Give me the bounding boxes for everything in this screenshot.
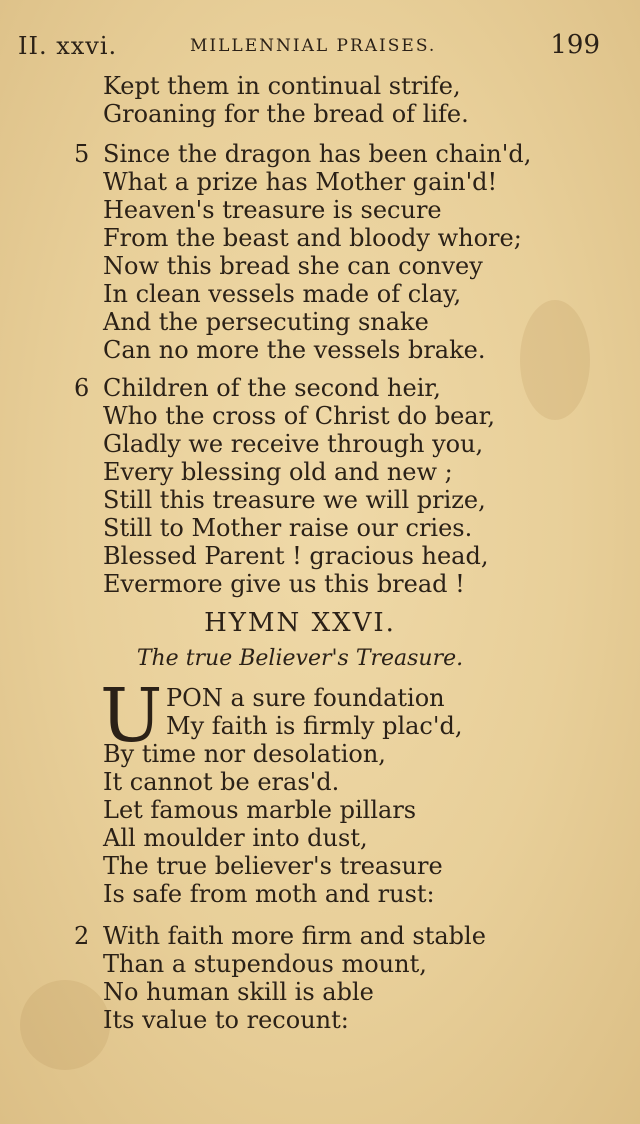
verse-line: Heaven's treasure is secure (103, 196, 442, 224)
verse-line: With faith more firm and stable (103, 922, 486, 950)
verse-line: By time nor desolation, (103, 740, 386, 768)
page-number: 199 (550, 30, 600, 60)
verse-line: Blessed Parent ! gracious head, (103, 542, 489, 570)
verse-line: Groaning for the bread of life. (103, 100, 469, 128)
verse-line: Children of the second heir, (103, 374, 441, 402)
paper-stain (520, 300, 590, 420)
stanza-number: 5 (74, 140, 90, 168)
verse-line: PON a sure foundation (166, 684, 445, 712)
verse-line: Now this bread she can convey (103, 252, 483, 280)
verse-line: In clean vessels made of clay, (103, 280, 462, 308)
verse-line: Kept them in continual strife, (103, 72, 461, 100)
verse-line: Evermore give us this bread ! (103, 570, 465, 598)
verse-line: It cannot be eras'd. (103, 768, 340, 796)
verse-line: No human skill is able (103, 978, 374, 1006)
section-mark: II. xxvi. (18, 32, 118, 60)
drop-cap: U (100, 673, 163, 759)
verse-line: Than a stupendous mount, (103, 950, 427, 978)
verse-line: The true believer's treasure (103, 852, 443, 880)
verse-line: All moulder into dust, (103, 824, 368, 852)
verse-line: Gladly we receive through you, (103, 430, 484, 458)
stanza-number: 2 (74, 922, 90, 950)
stanza-number: 6 (74, 374, 90, 402)
verse-line: Since the dragon has been chain'd, (103, 140, 532, 168)
verse-line: And the persecuting snake (103, 308, 429, 336)
verse-line: Is safe from moth and rust: (103, 880, 435, 908)
verse-line: My faith is firmly plac'd, (166, 712, 463, 740)
running-title: MILLENNIAL PRAISES. (190, 36, 437, 56)
running-header (0, 32, 640, 72)
verse-line: Still to Mother raise our cries. (103, 514, 473, 542)
verse-line: Who the cross of Christ do bear, (103, 402, 496, 430)
verse-line: What a prize has Mother gain'd! (103, 168, 498, 196)
paper-stain (20, 980, 110, 1070)
verse-line: Still this treasure we will prize, (103, 486, 486, 514)
verse-line: From the beast and bloody whore; (103, 224, 522, 252)
verse-line: Every blessing old and new ; (103, 458, 453, 486)
verse-line: Can no more the vessels brake. (103, 336, 486, 364)
hymn-subtitle: The true Believer's Treasure. (136, 646, 464, 671)
verse-line: Its value to recount: (103, 1006, 349, 1034)
verse-line: Let famous marble pillars (103, 796, 417, 824)
hymn-title: HYMN XXVI. (204, 608, 396, 638)
